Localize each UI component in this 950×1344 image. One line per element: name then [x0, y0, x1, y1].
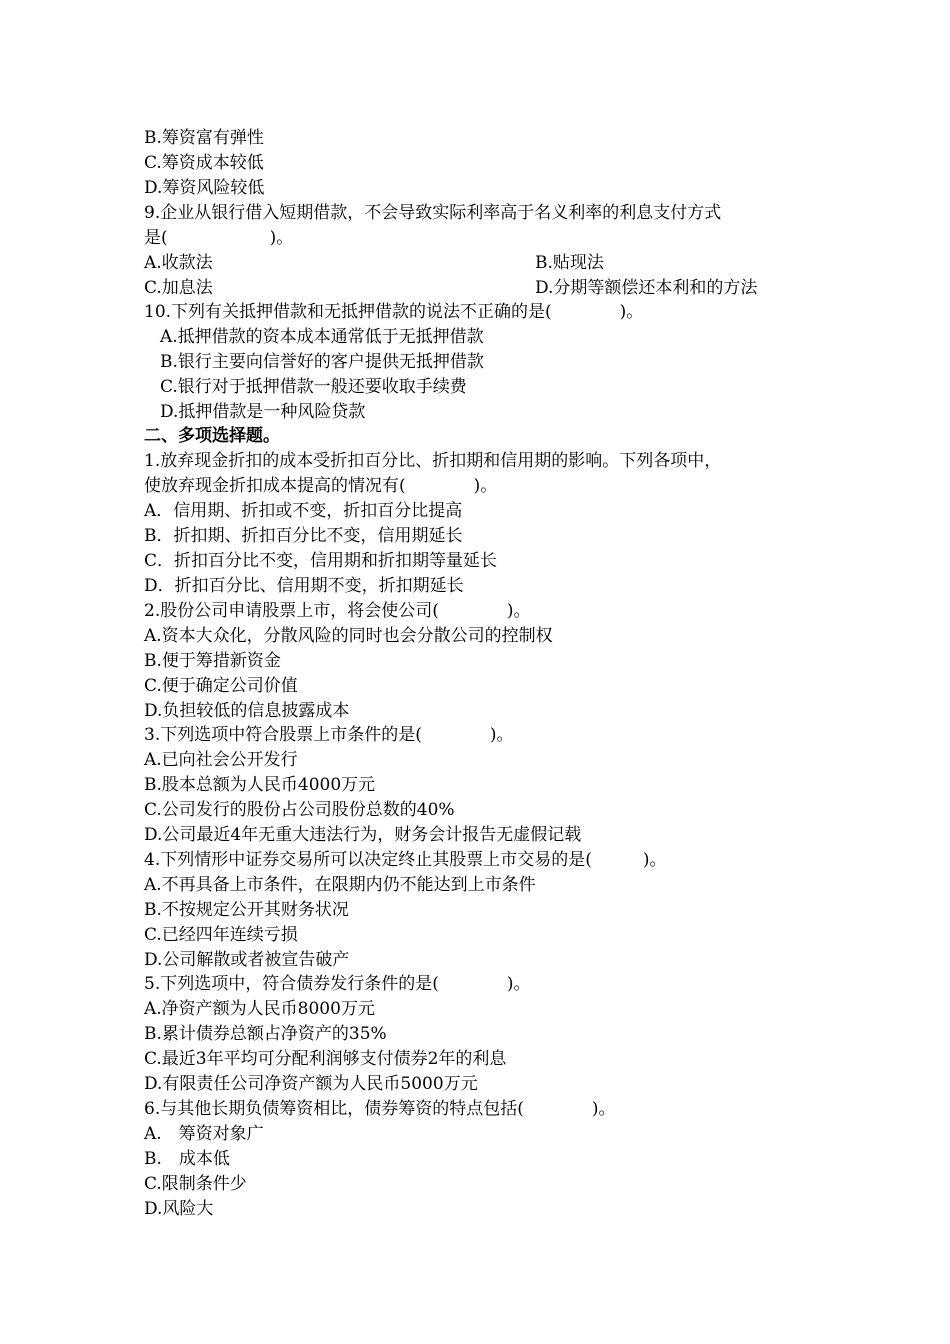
q9-option-c: C.加息法 [144, 278, 213, 298]
m5-option-d: D.有限责任公司净资产额为人民币5000万元 [144, 1074, 478, 1094]
q8-option-d: D.筹资风险较低 [144, 178, 265, 198]
m6-option-a: A. 筹资对象广 [144, 1124, 264, 1144]
q9-stem-line2: 是( )。 [144, 228, 294, 248]
q8-option-b: B.筹资富有弹性 [144, 128, 264, 148]
m4-option-c: C.已经四年连续亏损 [144, 925, 298, 945]
m2-option-b: B.便于筹措新资金 [144, 651, 281, 671]
m3-option-a: A.已向社会公开发行 [144, 750, 298, 770]
q9-option-b: B.贴现法 [535, 253, 604, 273]
q9-option-a: A.收款法 [144, 253, 213, 273]
m1-option-a: A．信用期、折扣或不变，折扣百分比提高 [144, 501, 463, 521]
m3-option-c: C.公司发行的股份占公司股份总数的40% [144, 800, 455, 820]
m1-option-b: B．折扣期、折扣百分比不变，信用期延长 [144, 526, 463, 546]
m2-option-d: D.负担较低的信息披露成本 [144, 701, 350, 721]
q10-stem: 10.下列有关抵押借款和无抵押借款的说法不正确的是( )。 [144, 302, 644, 322]
m6-stem: 6.与其他长期负债筹资相比，债券筹资的特点包括( )。 [144, 1099, 616, 1119]
m5-stem: 5.下列选项中，符合债券发行条件的是( )。 [144, 974, 531, 994]
m1-stem-line1: 1.放弃现金折扣的成本受折扣百分比、折扣期和信用期的影响。下列各项中， [144, 451, 722, 471]
q10-option-c: C.银行对于抵押借款一般还要收取手续费 [160, 377, 467, 397]
q9-stem-line1: 9.企业从银行借入短期借款，不会导致实际利率高于名义利率的利息支付方式 [144, 203, 722, 223]
m1-option-c: C．折扣百分比不变，信用期和折扣期等量延长 [144, 551, 498, 571]
m5-option-b: B.累计债券总额占净资产的35% [144, 1024, 387, 1044]
m1-option-d: D．折扣百分比、信用期不变，折扣期延长 [144, 576, 464, 596]
q10-option-a: A.抵押借款的资本成本通常低于无抵押借款 [160, 327, 484, 347]
m2-option-c: C.便于确定公司价值 [144, 676, 298, 696]
m5-option-a: A.净资产额为人民币8000万元 [144, 999, 375, 1019]
m6-option-b: B. 成本低 [144, 1149, 230, 1169]
m6-option-c: C.限制条件少 [144, 1174, 247, 1194]
m4-option-d: D.公司解散或者被宣告破产 [144, 950, 350, 970]
m6-option-d: D.风险大 [144, 1199, 214, 1219]
m4-option-b: B.不按规定公开其财务状况 [144, 900, 349, 920]
m5-option-c: C.最近3年平均可分配利润够支付债券2年的利息 [144, 1049, 507, 1069]
m2-stem: 2.股份公司申请股票上市，将会使公司( )。 [144, 601, 531, 621]
m3-option-d: D.公司最近4年无重大违法行为，财务会计报告无虚假记载 [144, 825, 582, 845]
m3-stem: 3.下列选项中符合股票上市条件的是( )。 [144, 725, 514, 745]
q9-option-d: D.分期等额偿还本利和的方法 [535, 278, 758, 298]
q10-option-b: B.银行主要向信誉好的客户提供无抵押借款 [160, 352, 484, 372]
q10-option-d: D.抵押借款是一种风险贷款 [160, 402, 366, 422]
m4-option-a: A.不再具备上市条件，在限期内仍不能达到上市条件 [144, 875, 536, 895]
q8-option-c: C.筹资成本较低 [144, 153, 264, 173]
m1-stem-line2: 使放弃现金折扣成本提高的情况有( )。 [144, 476, 498, 496]
section-heading-multiple-choice: 二、多项选择题。 [144, 426, 280, 446]
m4-stem: 4.下列情形中证券交易所可以决定终止其股票上市交易的是( )。 [144, 850, 667, 870]
m2-option-a: A.资本大众化，分散风险的同时也会分散公司的控制权 [144, 626, 553, 646]
m3-option-b: B.股本总额为人民币4000万元 [144, 775, 376, 795]
